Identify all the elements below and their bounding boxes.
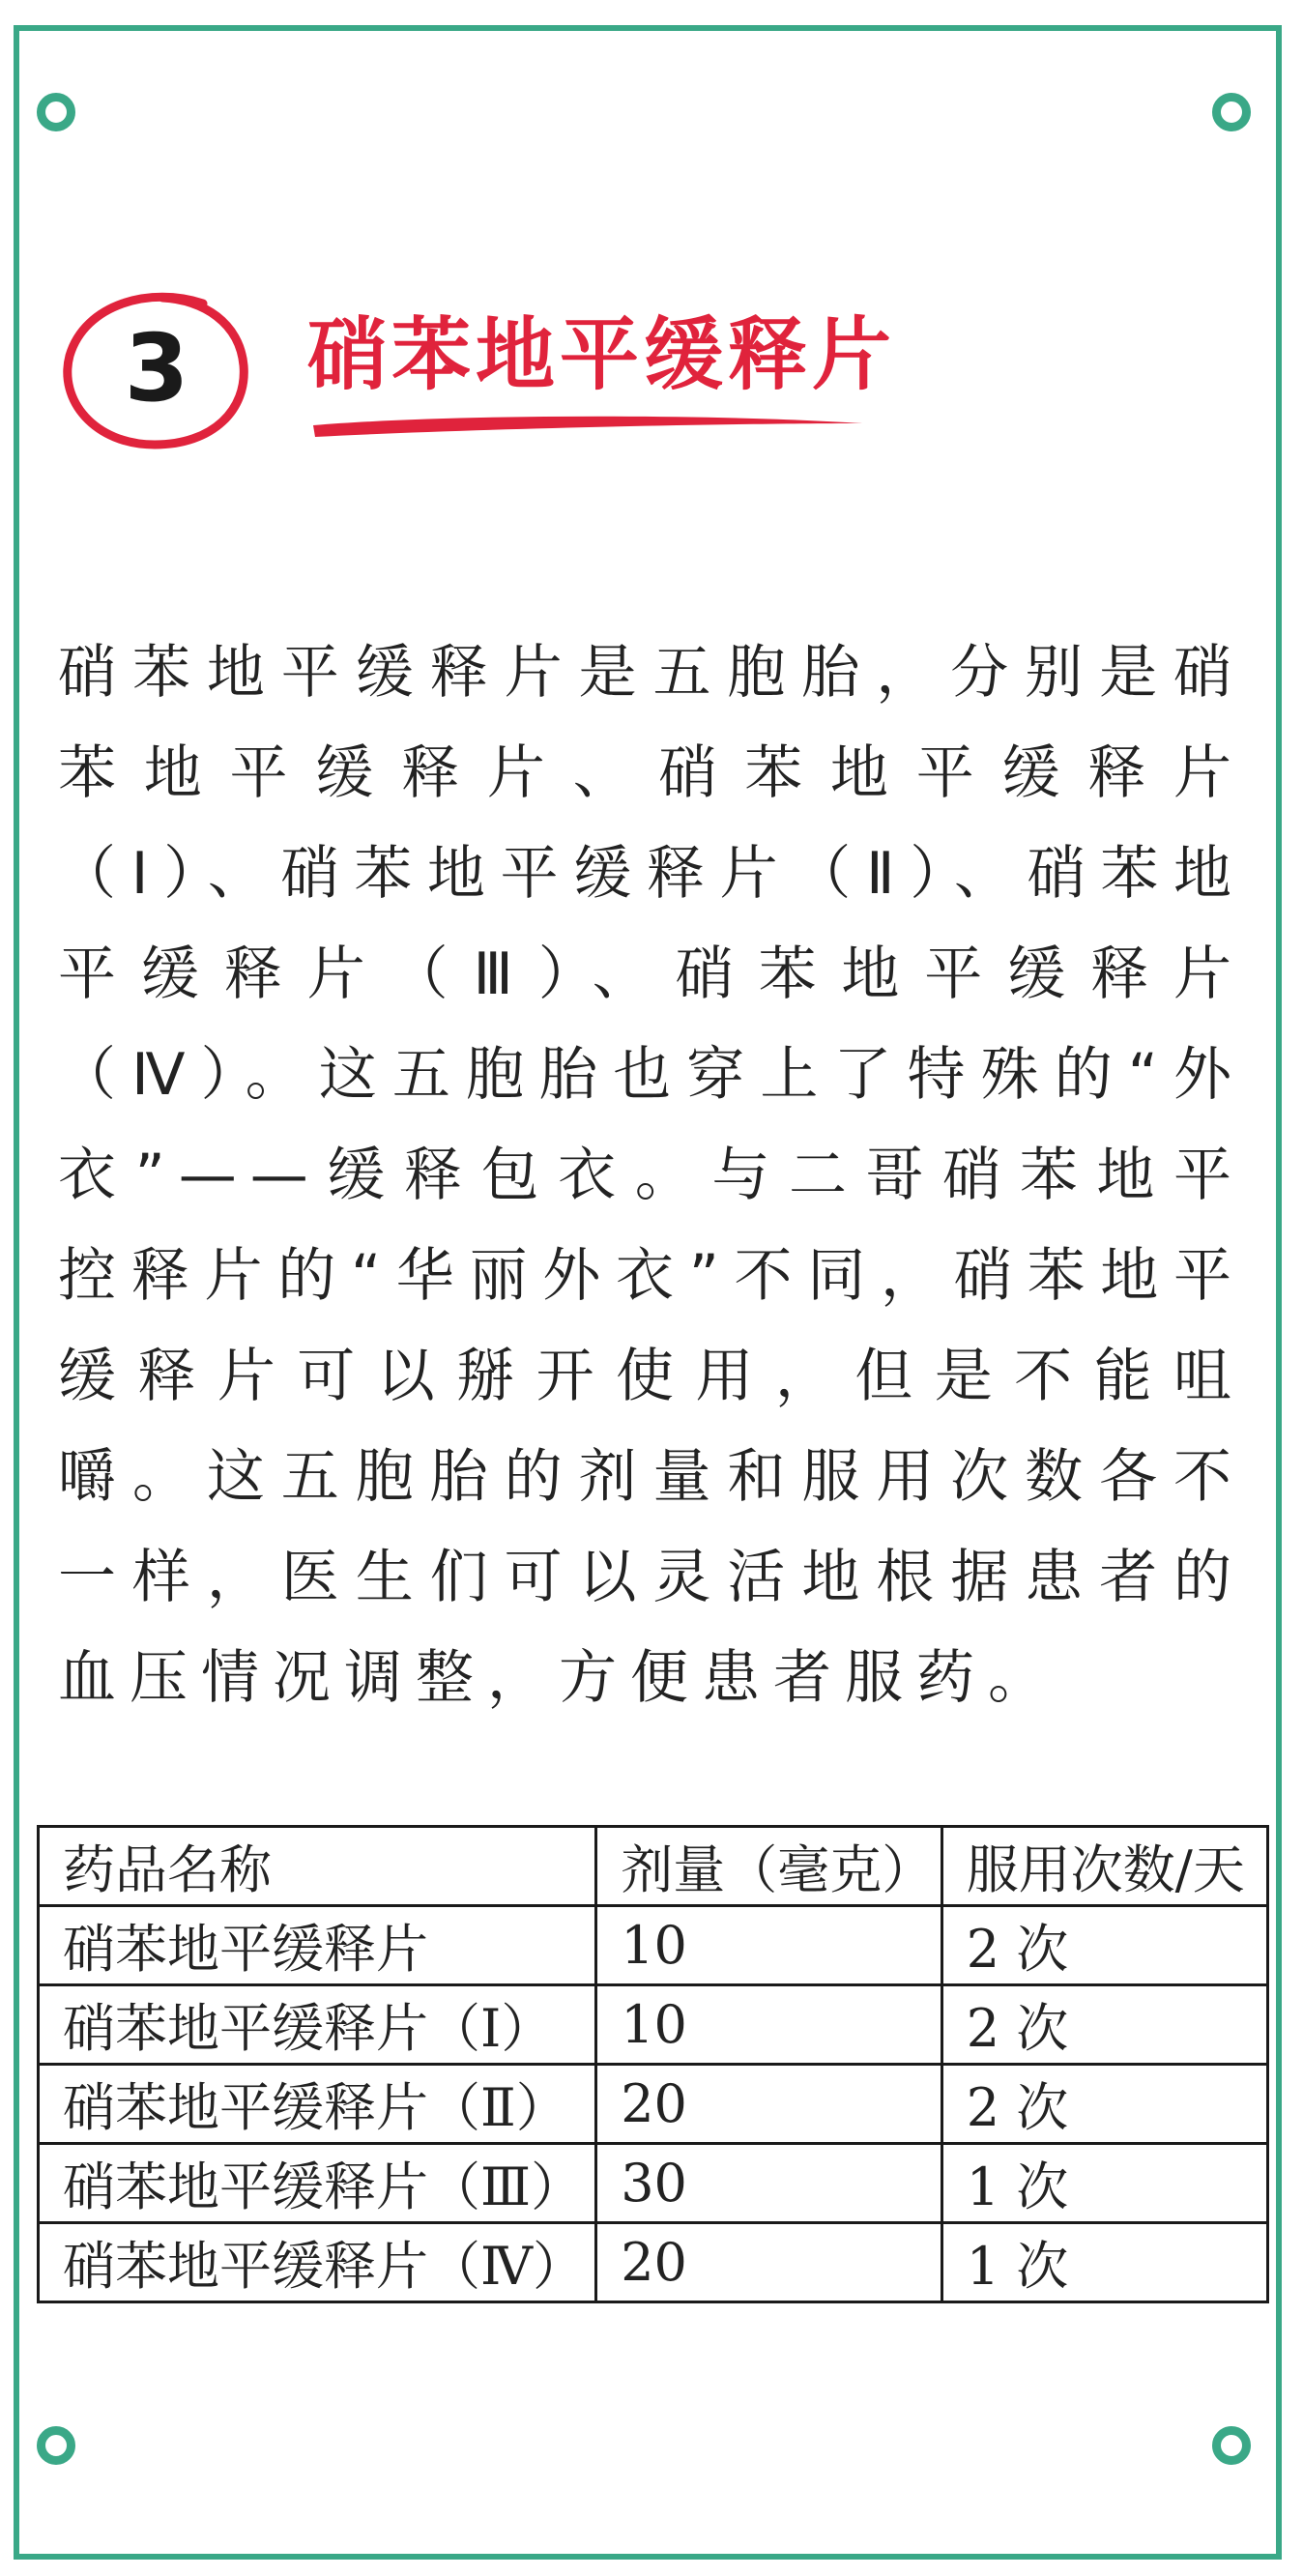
cell-drug-name: 硝苯地平缓释片（Ⅲ） bbox=[39, 2144, 596, 2223]
dosage-table bbox=[37, 1825, 1269, 2303]
table-row bbox=[39, 1985, 1268, 2065]
section-title: 硝苯地平缓释片 bbox=[307, 309, 897, 401]
header-frequency: 服用次数/天 bbox=[941, 1827, 1267, 1906]
body-paragraph: 硝苯地平缓释片是五胞胎，分别是硝苯地平缓释片、硝苯地平缓释片（Ⅰ）、硝苯地平缓释片（Ⅱ）、硝苯地平缓释片（Ⅲ）、硝苯地平缓释片（Ⅳ）。这五胞胎也穿上了特殊的“外衣”——缓释包衣。与二哥硝苯地平控释片的“华丽外衣”不同，硝苯地平缓释片可以掰开使用，但是不能咀嚼。这五胞胎的剂量和服用次数各不一样，医生们可以灵活地根据患者的血压情况调整，方便患者服药。 bbox=[58, 639, 1245, 1712]
cell-dose: 10 bbox=[596, 1906, 941, 1985]
corner-ring-bottom-left bbox=[37, 2426, 75, 2465]
table-row bbox=[39, 2144, 1268, 2223]
cell-frequency: 1 次 bbox=[941, 2144, 1267, 2223]
cell-drug-name: 硝苯地平缓释片（Ⅳ） bbox=[39, 2223, 596, 2302]
cell-drug-name: 硝苯地平缓释片 bbox=[39, 1906, 596, 1985]
cell-dose: 20 bbox=[596, 2223, 941, 2302]
corner-ring-top-right bbox=[1212, 93, 1251, 131]
corner-ring-bottom-right bbox=[1212, 2426, 1251, 2465]
cell-frequency: 2 次 bbox=[941, 1906, 1267, 1985]
cell-frequency: 2 次 bbox=[941, 2065, 1267, 2144]
table-row bbox=[39, 2223, 1268, 2302]
cell-drug-name: 硝苯地平缓释片（Ⅱ） bbox=[39, 2065, 596, 2144]
table-header-row bbox=[39, 1827, 1268, 1906]
table-row bbox=[39, 2065, 1268, 2144]
header-drug-name: 药品名称 bbox=[39, 1827, 596, 1906]
title-underline bbox=[307, 412, 868, 441]
cell-dose: 10 bbox=[596, 1985, 941, 2065]
corner-ring-top-left bbox=[37, 93, 75, 131]
table-row bbox=[39, 1906, 1268, 1985]
section-number: 3 bbox=[124, 314, 189, 422]
cell-drug-name: 硝苯地平缓释片（Ⅰ） bbox=[39, 1985, 596, 2065]
header-dose: 剂量（毫克） bbox=[596, 1827, 941, 1906]
cell-frequency: 1 次 bbox=[941, 2223, 1267, 2302]
cell-dose: 20 bbox=[596, 2065, 941, 2144]
section-number-badge bbox=[58, 282, 251, 454]
cell-frequency: 2 次 bbox=[941, 1985, 1267, 2065]
cell-dose: 30 bbox=[596, 2144, 941, 2223]
